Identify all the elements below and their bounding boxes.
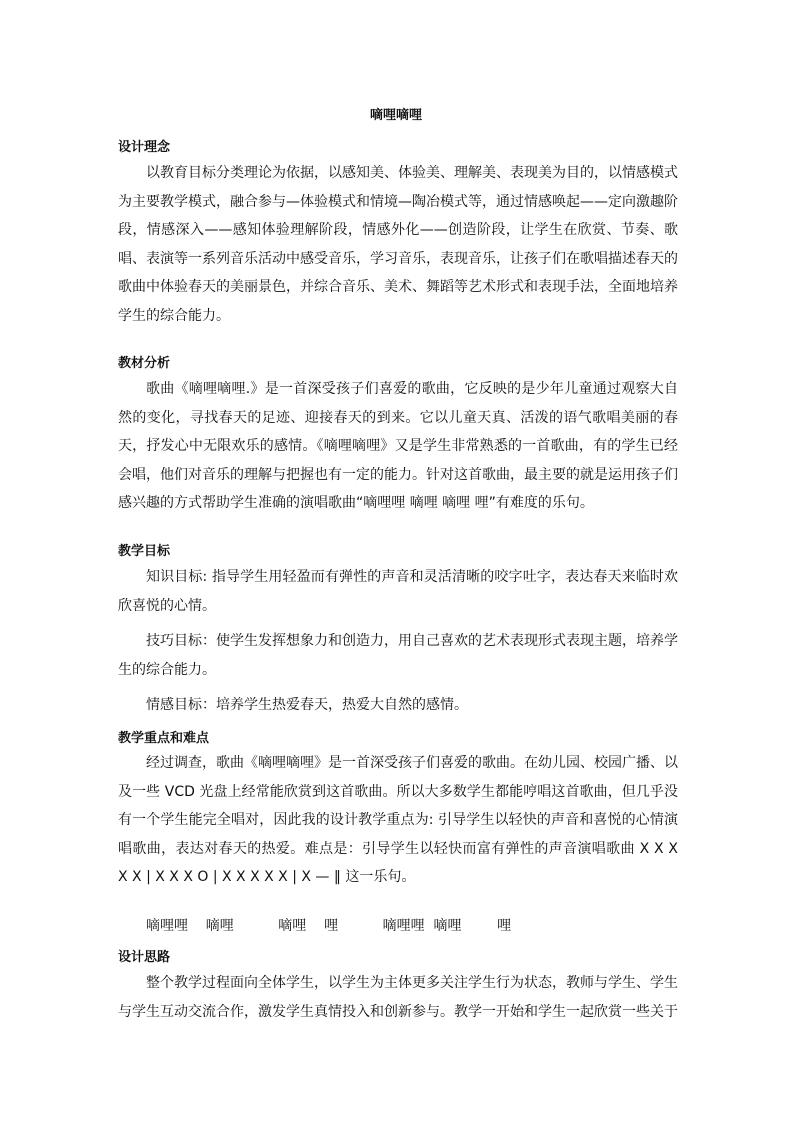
paragraph-design-approach: 整个教学过程面向全体学生，以学生为主体更多关注学生行为状态，教师与学生、学生与学生互动交流合作，激发学生真情投入和创新参与。教学一开始和学生一起欣赏一些关于 <box>118 975 678 1020</box>
heading-key-points: 教学重点和难点 <box>118 731 210 746</box>
heading-design-approach: 设计思路 <box>118 950 171 965</box>
heading-teaching-goals: 教学目标 <box>118 544 171 559</box>
document-title: 嘀哩嘀哩 <box>370 108 423 123</box>
paragraph-knowledge-goal: 知识目标: 指导学生用轻盈而有弹性的声音和灵活清晰的咬字吐字，表达春天来临时欢欣喜悦的心情。 <box>118 569 678 614</box>
paragraph-design-concept: 以教育目标分类理论为依据，以感知美、体验美、理解美、表现美为目的，以情感模式为主要教学模式，融合参与—体验模式和情境—陶冶模式等，通过情感唤起——定向激趣阶段，情感深入——感知体验理解阶段，情感外化——创造阶段，让学生在欣赏、节奏、歌唱、表演等一系列音乐活动中感受音乐，学习音乐，表现音乐，让孩子们在歌唱描述春天的歌曲中体验春天的美丽景色，并综合音乐、美术、舞蹈等艺术形式和表现手法，全面地培养学生的综合能力。 <box>118 165 678 324</box>
lyric-line: 嘀哩哩 嘀哩 嘀哩 哩 嘀哩哩 嘀哩 哩 <box>146 918 512 934</box>
paragraph-material-analysis: 歌曲《嘀哩嘀哩.》是一首深受孩子们喜爱的歌曲，它反映的是少年儿童通过观察大自然的变化，寻找春天的足迹、迎接春天的到来。它以儿童天真、活泼的语气歌唱美丽的春天，抒发心中无限欢乐的感情。《嘀哩嘀哩》又是学生非常熟悉的一首歌曲，有的学生已经会唱，他们对音乐的理解与把握也有一定的能力。针对这首歌曲，最主要的就是运用孩子们感兴趣的方式帮助学生准确的演唱歌曲“嘀哩哩 嘀哩 嘀哩 哩”有难度的乐句。 <box>118 381 678 511</box>
paragraph-skill-goal: 技巧目标：使学生发挥想象力和创造力，用自己喜欢的艺术表现形式表现主题，培养学生的综合能力。 <box>118 633 678 678</box>
paragraph-emotion-goal: 情感目标：培养学生热爱春天，热爱大自然的感情。 <box>146 697 468 713</box>
heading-material-analysis: 教材分析 <box>118 356 171 371</box>
paragraph-key-points: 经过调查，歌曲《嘀哩嘀哩》是一首深受孩子们喜爱的歌曲。在幼儿园、校园广播、以及一些 VCD 光盘上经常能欣赏到这首歌曲。所以大多数学生都能哼唱这首歌曲，但几乎没有一个学生能完全唱对，因此我的设计教学重点为: 引导学生以轻快的声音和喜悦的心情演唱歌曲，表达对春天的热爱。难点是：引导学生以轻快而富有弹性的声音演唱歌曲 X X X X X | X X X O | X X X X X | X — ‖ 这一乐句。 <box>118 755 678 885</box>
heading-design-concept: 设计理念 <box>118 140 171 155</box>
